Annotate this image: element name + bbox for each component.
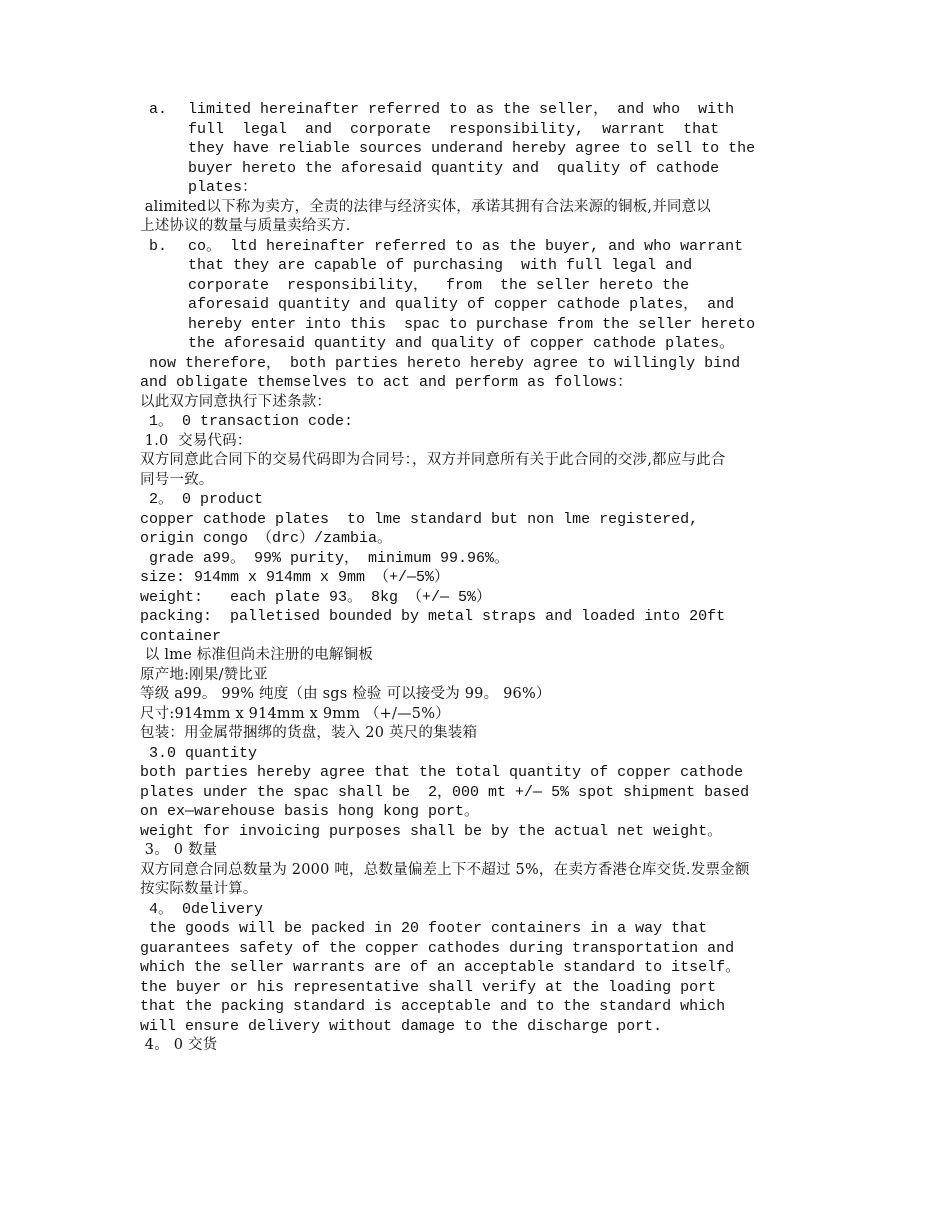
text-line: hereby enter into this spac to purchase from the seller hereto	[188, 315, 756, 333]
clause-a-body	[188, 100, 812, 198]
section-heading: 3。 0 数量	[140, 842, 218, 858]
text-line: aforesaid quantity and quality of copper cathode plates， and	[188, 296, 735, 313]
text-line: on ex—warehouse basis hong kong port。	[140, 803, 480, 820]
text-line: plates：	[188, 179, 258, 196]
text-line: 包装：用金属带捆绑的货盘，装入 20 英尺的集装箱	[140, 725, 478, 741]
text-line: 上述协议的数量与质量卖给买方.	[140, 218, 351, 234]
text-line: 同号一致。	[140, 471, 214, 488]
text-line: guarantees safety of the copper cathodes during transportation and	[140, 939, 735, 957]
text-line: co。 ltd hereinafter referred to as the buyer, and who warrant	[188, 237, 744, 255]
text-line: that the packing standard is acceptable and to the standard which	[140, 998, 726, 1015]
text-line: origin congo （drc）/zambia。	[140, 530, 393, 547]
text-line: buyer hereto the aforesaid quantity and quality of cathode	[188, 159, 720, 177]
text-line: the aforesaid quantity and quality of copper cathode plates。	[188, 335, 735, 352]
section-heading: 2。 0 product	[140, 491, 264, 508]
text-line: 双方同意合同总数量为 2000 吨，总数量偏差上下不超过 5%，在卖方香港仓库交货.发票金额	[140, 861, 750, 878]
clause-a	[140, 100, 812, 198]
text-line: 按实际数量计算。	[140, 881, 258, 897]
text-line: weight for invoicing purposes shall be by the actual net weight。	[140, 822, 723, 840]
text-line: packing: palletised bounded by metal straps and loaded into 20ft	[140, 608, 726, 625]
contract-page	[140, 100, 812, 1056]
text-line: 尺寸:914mm x 914mm x 9mm （+/—5%）	[140, 705, 450, 722]
text-line: the goods will be packed in 20 footer containers in a way that	[140, 920, 708, 937]
text-line: will ensure delivery without damage to the discharge port.	[140, 1017, 663, 1035]
text-line: weight: each plate 93。 8kg （+/— 5%）	[140, 588, 492, 606]
text-line: that they are capable of purchasing with full legal and	[188, 257, 693, 274]
text-line: which the seller warrants are of an acceptable standard to itself。	[140, 959, 741, 976]
section-heading: 4。 0delivery	[140, 900, 264, 918]
text-line: container	[140, 627, 222, 645]
section-heading: 1。 0 transaction code:	[140, 413, 354, 430]
section-heading: 4。 0 交货	[140, 1037, 218, 1053]
text-line: alimited以下称为卖方，全责的法律与经济实体，承诺其拥有合法来源的铜板,并同意以	[140, 198, 712, 215]
section-heading: 1.0 交易代码：	[140, 432, 252, 449]
text-line: plates under the spac shall be 2，000 mt +/— 5% spot shipment based	[140, 783, 750, 801]
text-line: corporate responsibility， from the seller hereto the	[188, 276, 690, 294]
text-line: and obligate themselves to act and perform as follows：	[140, 374, 633, 391]
clause-b-marker: b.	[140, 237, 168, 255]
clause-a-marker: a.	[140, 101, 168, 118]
text-line: now therefore， both parties hereto hereby agree to willingly bind	[140, 354, 741, 372]
clause-b	[140, 237, 812, 354]
text-line: 以 lme 标准但尚未注册的电解铜板	[140, 647, 374, 663]
text-line: the buyer or his representative shall verify at the loading port	[140, 978, 717, 996]
text-line: 原产地:刚果/赞比亚	[140, 666, 268, 683]
text-line: 以此双方同意执行下述条款：	[140, 393, 332, 410]
text-line: size: 914mm x 914mm x 9mm （+/—5%）	[140, 569, 450, 586]
text-line: grade a99。 99% purity， minimum 99.96%。	[140, 549, 510, 567]
text-line: limited hereinafter referred to as the seller， and who with	[188, 101, 735, 118]
clause-b-body	[188, 237, 812, 354]
text-line: full legal and corporate responsibility, warrant that	[188, 120, 720, 138]
text-line: they have reliable sources underand hereby agree to sell to the	[188, 140, 756, 157]
text-line: both parties hereby agree that the total quantity of copper cathode	[140, 764, 744, 781]
section-heading: 3.0 quantity	[140, 744, 258, 762]
text-line: 等级 a99。 99% 纯度（由 sgs 检验 可以接受为 99。 96%）	[140, 686, 551, 702]
text-line: copper cathode plates to lme standard but non lme registered,	[140, 510, 699, 528]
text-line: 双方同意此合同下的交易代码即为合同号：，双方并同意所有关于此合同的交涉,都应与此合	[140, 452, 726, 468]
